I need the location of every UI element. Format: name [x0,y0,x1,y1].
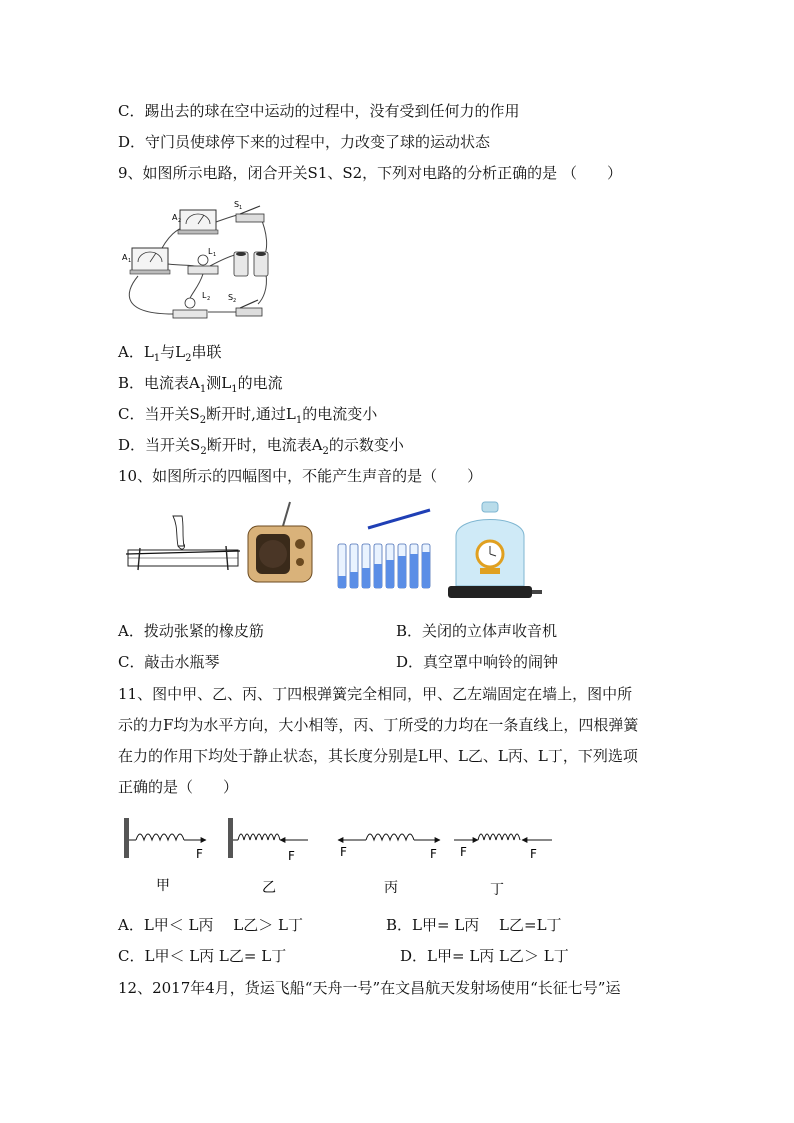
q8-option-c: C．踢出去的球在空中运动的过程中，没有受到任何力的作用 [118,102,520,120]
force-label-ding-right: F [530,847,537,861]
q11-option-a: A．L甲＜ L丙 L乙＞ L丁 [118,916,303,934]
q11-stem-line4: 正确的是（ ） [118,778,239,796]
label-bing: 丙 [384,880,398,896]
q10-option-d: D．真空罩中响铃的闹钟 [396,653,559,671]
label-l1: L [208,247,213,256]
water-bottles-icon [338,510,430,588]
svg-text:1: 1 [128,258,132,264]
q10-option-c: C．敲击水瓶琴 [118,653,220,671]
battery-icon [234,252,268,276]
lamp-l2-icon [173,298,207,318]
force-label-bing-left: F [340,845,347,859]
svg-text:2: 2 [207,296,211,302]
q8-option-d: D．守门员使球停下来的过程中，力改变了球的运动状态 [118,133,491,151]
q9-option-c: C．当开关$S_2$断开时,通过$L_1$的电流变小 [118,405,378,426]
spring-jia-icon [124,818,206,858]
q9-option-b: B．电流表$A_1$测$L_1$的电流 [118,374,283,395]
ammeter-a1-icon [130,248,170,274]
spring-bing-icon [338,834,440,840]
q11-springs-figure [118,812,568,902]
q9-circuit-figure [118,194,278,329]
q11-option-b: B．L甲= L丙 L乙=L丁 [386,916,562,934]
q9-stem: 9、如图所示电路，闭合开关S1、S2，下列对电路的分析正确的是 （ ） [118,164,622,182]
force-label-yi: F [288,849,295,863]
bell-jar-clock-icon [448,502,542,598]
switch-s2-icon [236,300,262,316]
label-a2: A [172,213,178,222]
q11-stem-line1: 11、图中甲、乙、丙、丁四根弹簧完全相同，甲、乙左端固定在墙上，图中所 [118,685,633,703]
force-label-bing-right: F [430,847,437,861]
ammeter-a2-icon [178,210,218,234]
label-yi: 乙 [262,880,276,896]
label-ding: 丁 [490,882,504,898]
q9-option-a: A．$L_1$与$L_2$串联 [118,343,222,364]
force-label-jia: F [196,847,203,861]
svg-text:2: 2 [233,298,237,304]
q11-option-d: D．L甲= L丙 L乙＞ L丁 [400,947,569,965]
q12-stem: 12、2017年4月，货运飞船“天舟一号”在文昌航天发射场使用“长征七号”运 [118,979,621,997]
q11-stem-line2: 示的力F均为水平方向，大小相等，丙、丁所受的力均在一条直线上，四根弹簧 [118,716,639,734]
label-s1: S [234,200,240,209]
spring-yi-icon [228,818,308,858]
q10-figures [118,496,558,608]
q10-option-a: A．拨动张紧的橡皮筋 [118,622,264,640]
label-s2: S [228,293,234,302]
label-a1: A [122,253,128,262]
label-l2: L [202,291,207,300]
svg-text:2: 2 [178,218,182,224]
svg-text:1: 1 [213,252,217,258]
label-jia: 甲 [156,878,170,894]
q11-stem-line3: 在力的作用下均处于静止状态，其长度分别是L甲、L乙、L丙、L丁，下列选项 [118,747,638,765]
rubber-band-ruler-icon [126,516,240,570]
radio-icon [248,502,312,582]
q9-option-d: D．当开关$S_2$断开时，电流表$A_2$的示数变小 [118,436,404,457]
force-label-ding-left: F [460,845,467,859]
svg-text:1: 1 [239,205,243,211]
q10-stem: 10、如图所示的四幅图中，不能产生声音的是（ ） [118,467,483,485]
q11-option-c: C．L甲＜ L丙 L乙= L丁 [118,947,287,965]
spring-ding-icon [454,834,552,840]
q10-option-b: B．关闭的立体声收音机 [396,622,558,640]
